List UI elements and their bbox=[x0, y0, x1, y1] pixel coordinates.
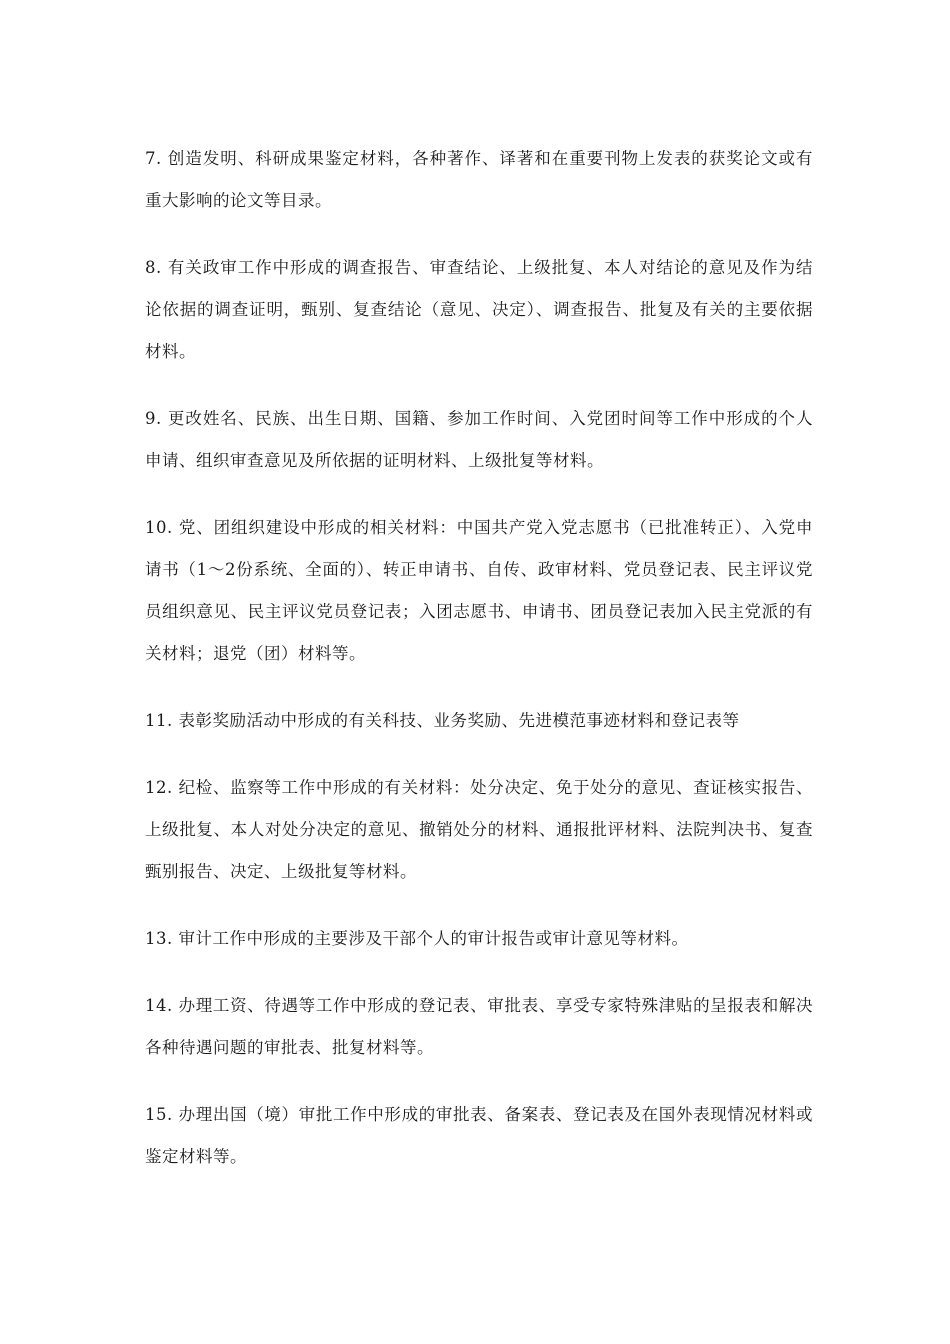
list-item-10: 10. 党、团组织建设中形成的相关材料：中国共产党入党志愿书（已批准转正）、入党申请书（1～2份系统、全面的）、转正申请书、自传、政审材料、党员登记表、民主评议党员组织意见、民主评议党员登记表；入团志愿书、申请书、团员登记表加入民主党派的有关材料；退党（团）材料等。 bbox=[145, 518, 813, 663]
list-item-8: 8. 有关政审工作中形成的调查报告、审查结论、上级批复、本人对结论的意见及作为结论依据的调查证明，甄别、复查结论（意见、决定）、调查报告、批复及有关的主要依据材料。 bbox=[145, 258, 813, 361]
list-item-13: 13. 审计工作中形成的主要涉及干部个人的审计报告或审计意见等材料。 bbox=[145, 929, 689, 948]
list-item-12: 12. 纪检、监察等工作中形成的有关材料：处分决定、免于处分的意见、查证核实报告、上级批复、本人对处分决定的意见、撤销处分的材料、通报批评材料、法院判决书、复查甄别报告、决定、上级批复等材料。 bbox=[145, 778, 813, 881]
list-item-14: 14. 办理工资、待遇等工作中形成的登记表、审批表、享受专家特殊津贴的呈报表和解决各种待遇问题的审批表、批复材料等。 bbox=[145, 996, 813, 1057]
document-body bbox=[145, 138, 813, 1178]
list-item-15: 15. 办理出国（境）审批工作中形成的审批表、备案表、登记表及在国外表现情况材料或鉴定材料等。 bbox=[145, 1105, 813, 1166]
list-item-7: 7. 创造发明、科研成果鉴定材料，各种著作、译著和在重要刊物上发表的获奖论文或有重大影响的论文等目录。 bbox=[145, 149, 813, 210]
list-item-11: 11. 表彰奖励活动中形成的有关科技、业务奖励、先进模范事迹材料和登记表等 bbox=[145, 711, 740, 730]
list-item-9: 9. 更改姓名、民族、出生日期、国籍、参加工作时间、入党团时间等工作中形成的个人申请、组织审查意见及所依据的证明材料、上级批复等材料。 bbox=[145, 409, 813, 470]
